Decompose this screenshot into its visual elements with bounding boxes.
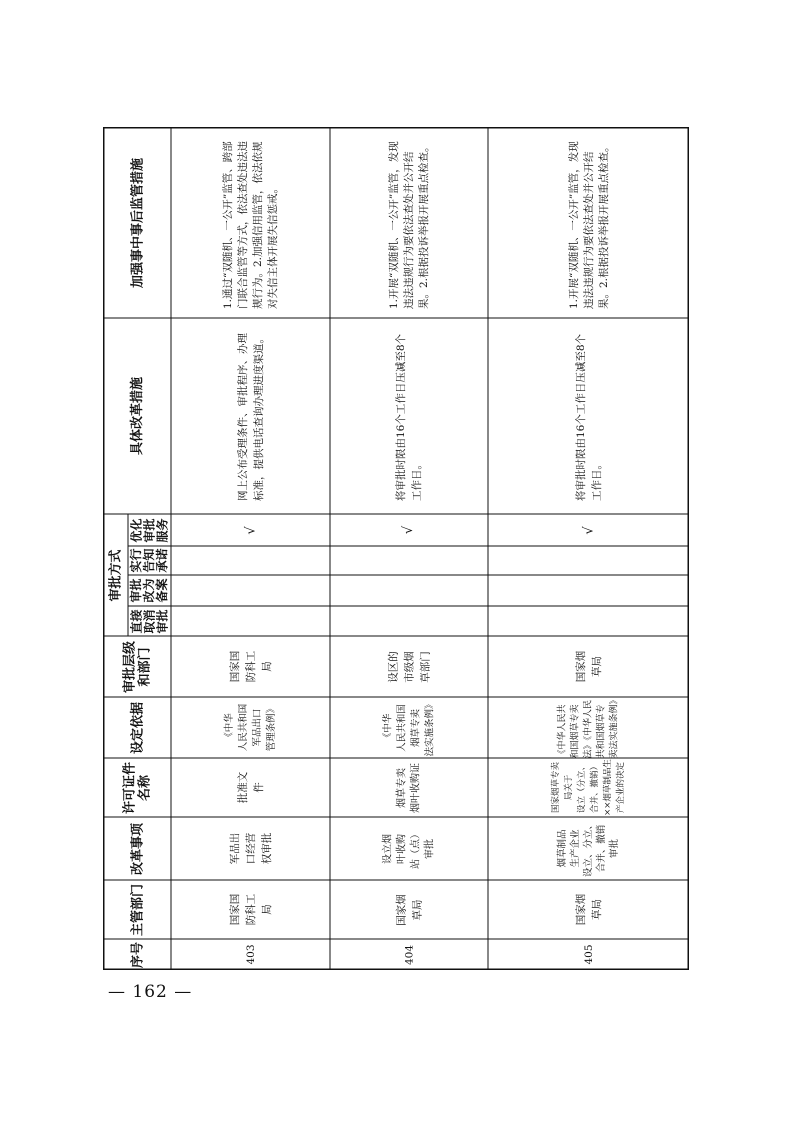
row-403-optimize [171, 514, 330, 546]
header-optimize: 优化 审批 服务 [129, 518, 169, 543]
header-reform: 具体改革措施 [129, 377, 145, 456]
row-404-seq: 404 [403, 944, 415, 965]
header-seq: 序号 [129, 941, 145, 968]
row-404-record [330, 575, 488, 606]
row-404-level: 设区的 市级烟 草部门 [387, 650, 431, 683]
row-403-record [171, 575, 330, 606]
row-403-reform: 网上公布受理条件、审批程序、办理标准，提供电话查询办理进度渠道。 [236, 333, 265, 501]
row-405-basis: 《中华人民共和国烟草专卖法》《中华人民共和国烟草专卖法实施条例》 [557, 694, 619, 758]
row-404-promise [330, 546, 488, 575]
header-supervision: 加强事中事后监管措施 [129, 157, 145, 288]
header-license: 许可证件 名称 [122, 761, 152, 814]
row-404-reform: 将审批时限由16个工作日压减至8个工作日。 [395, 333, 423, 501]
check-mark-icon: √ [401, 525, 416, 535]
row-405-promise [488, 546, 689, 575]
check-mark-icon: √ [242, 525, 258, 535]
row-403-promise [171, 546, 330, 575]
row-403-item: 军品出 口经营 权审批 [228, 832, 273, 865]
check-mark-icon: √ [580, 525, 596, 535]
header-record: 审批 改为 备案 [129, 578, 169, 603]
row-404-dept: 国家烟 草局 [395, 893, 423, 926]
row-403-supervision: 1.通过“双随机、一公开”监管、跨部门联合监管等方式，依法查处违法违规行为。2.加强信用监管，依法依规对失信主体开展失信惩戒。 [221, 140, 279, 309]
header-item: 改革事项 [129, 822, 145, 875]
row-404-license: 烟草专卖 烟叶收购证 [396, 762, 421, 813]
row-405-item: 烟草制品 生产企业 设立、分立、 合并、撤销 审批 [557, 820, 620, 878]
row-404-optimize [330, 514, 488, 546]
row-405-record [488, 575, 689, 606]
row-404-item: 设立烟 叶收购 站（点） 审批 [382, 828, 435, 869]
row-405-dept: 国家烟 草局 [574, 893, 603, 926]
row-405-seq: 405 [582, 944, 595, 965]
row-405-reform: 将审批时限由16个工作日压减至8个工作日。 [574, 333, 603, 501]
row-403-dept: 国家国 防科工 局 [228, 893, 273, 926]
row-403-seq: 403 [244, 944, 257, 965]
header-method-group: 审批方式 [108, 549, 123, 602]
row-405-supervision: 1.开展“双随机、一公开”监管，发现违法违规行为要依法查处并公开结果。2.根据投诉举报开展重点检查。 [567, 140, 609, 309]
row-404-basis: 《中华 人民共和国 烟草专卖 法实施条例》 [382, 699, 435, 757]
header-level: 审批层级 和部门 [122, 640, 152, 693]
row-403-cancel [171, 606, 330, 636]
header-basis: 设定依据 [129, 701, 145, 754]
row-405-optimize [488, 514, 689, 546]
page-number: — 162 — [108, 982, 193, 1002]
row-403-basis: 《中华 人民共和国 军品出口 管理条例》 [223, 703, 277, 752]
row-403-level: 国家国 防科工 局 [228, 650, 273, 683]
row-403-license: 批准文 件 [236, 771, 265, 804]
header-promise: 实行 告知 承诺 [129, 548, 169, 573]
header-dept: 主管部门 [129, 883, 145, 936]
row-404-supervision: 1.开展“双随机、一公开”监管，发现违法违规行为要依法查处并公开结果。2.根据投诉举报开展重点检查。 [387, 140, 430, 309]
row-405-level: 国家烟 草局 [574, 650, 603, 683]
row-404-cancel [330, 606, 488, 636]
approval-reform-table [103, 127, 689, 970]
header-cancel: 直接 取消 审批 [129, 609, 169, 634]
row-405-license: 国家烟草专卖局关于 设立（分立、合并、撤销） ××烟草制品生产企业的决定 [550, 759, 626, 816]
row-405-cancel [488, 606, 689, 636]
